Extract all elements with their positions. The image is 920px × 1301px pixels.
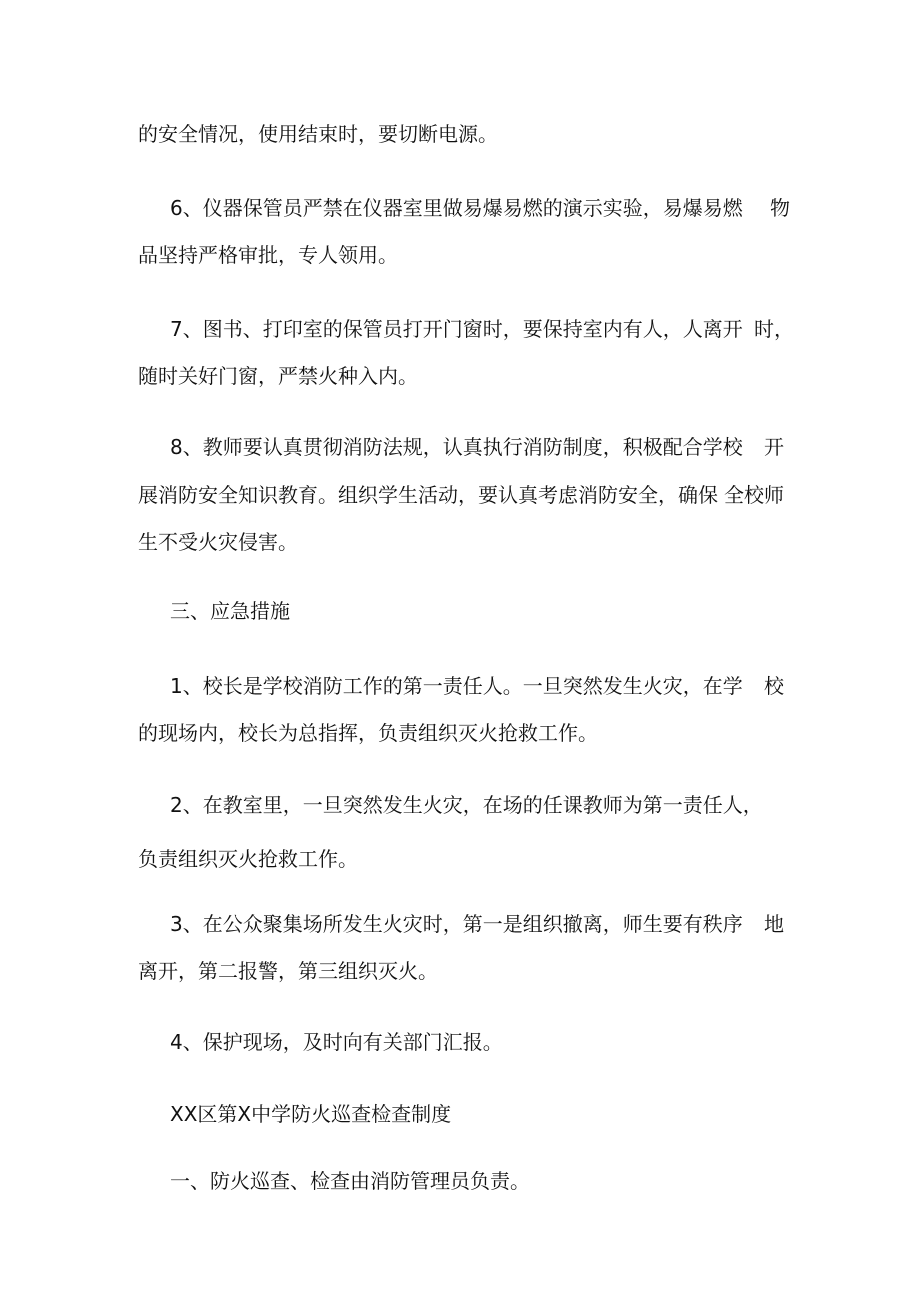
text-segment: 1、校长是学校消防工作的第一责任人。一旦突然发生火灾，在学 (170, 674, 743, 698)
paragraph-line (170, 433, 784, 461)
paragraph-line (170, 194, 790, 222)
text-segment: 全校师 (724, 483, 784, 507)
text-segment: 地 (764, 912, 784, 936)
paragraph-line (138, 481, 784, 509)
paragraph-line (170, 910, 784, 938)
paragraph-line: 负责组织灭火抢救工作。 (138, 847, 358, 871)
text-segment: 校 (764, 674, 784, 698)
paragraph-line: 2、在教室里，一旦突然发生火灾，在场的任课教师为第一责任人， (170, 793, 763, 817)
paragraph-line (170, 672, 784, 700)
text-segment: 时， (754, 317, 794, 341)
text-segment: 物 (770, 196, 790, 220)
paragraph-line: 的安全情况，使用结束时，要切断电源。 (138, 122, 498, 146)
text-segment: 6、仪器保管员严禁在仪器室里做易爆易燃的演示实验，易爆易燃 (170, 196, 743, 220)
paragraph-line: 4、保护现场，及时向有关部门汇报。 (170, 1030, 503, 1054)
paragraph-line: 的现场内，校长为总指挥，负责组织灭火抢救工作。 (138, 721, 598, 745)
paragraph-line: 一、防火巡查、检查由消防管理员负责。 (170, 1169, 530, 1193)
paragraph-line: 随时关好门窗，严禁火种入内。 (138, 364, 418, 388)
text-segment: 开 (764, 435, 784, 459)
paragraph-line: 品坚持严格审批，专人领用。 (138, 243, 398, 267)
document-title: XX区第X中学防火巡查检查制度 (170, 1102, 452, 1126)
text-segment: 7、图书、打印室的保管员打开门窗时，要保持室内有人，人离开 (170, 317, 743, 341)
paragraph-line: 生不受火灾侵害。 (138, 530, 298, 554)
paragraph-line (170, 315, 794, 343)
section-heading: 三、应急措施 (170, 599, 290, 623)
paragraph-line: 离开，第二报警，第三组织灭火。 (138, 959, 438, 983)
text-segment: 8、教师要认真贯彻消防法规，认真执行消防制度，积极配合学校 (170, 435, 743, 459)
text-segment: 展消防安全知识教育。组织学生活动，要认真考虑消防安全，确保 (138, 483, 718, 507)
text-segment: 3、在公众聚集场所发生火灾时，第一是组织撤离，师生要有秩序 (170, 912, 743, 936)
